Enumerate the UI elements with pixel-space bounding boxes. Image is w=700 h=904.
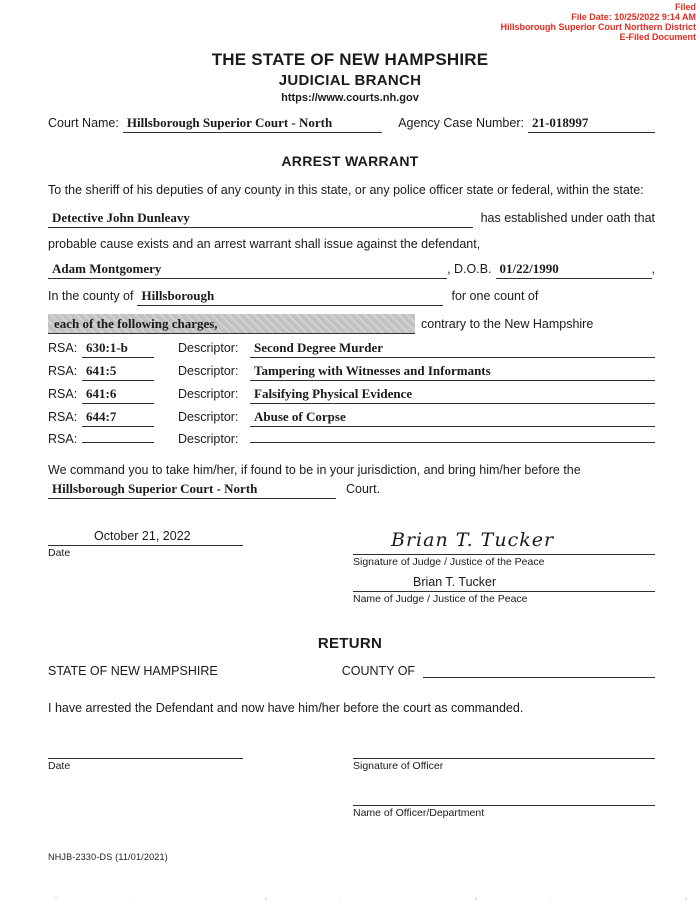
stamp-line-court: Hillsborough Superior Court Northern District [500, 22, 696, 32]
warrant-date-value: October 21, 2022 [48, 529, 243, 546]
form-number: NHJB-2330-DS (11/01/2021) [48, 852, 168, 862]
descriptor-value: Tampering with Witnesses and Informants [250, 363, 655, 381]
command-text: We command you to take him/her, if found to be in your jurisdiction, and bring him/her before the [48, 463, 581, 477]
return-heading: RETURN [317, 635, 383, 652]
charge-row [48, 363, 655, 381]
county-suffix-text: for one count of [451, 289, 539, 303]
descriptor-label: Descriptor: [178, 410, 239, 424]
affiant-suffix-text: has established under oath that [480, 211, 655, 225]
charge-row [48, 409, 655, 427]
county-of-blank-line [423, 664, 655, 678]
rsa-value: 641:5 [82, 363, 154, 381]
dob-trailing-comma: , [651, 262, 655, 276]
affiant-name-value: Detective John Dunleavy [48, 210, 473, 228]
descriptor-label: Descriptor: [178, 341, 239, 355]
judge-column [353, 529, 655, 605]
date-label: Date [48, 547, 71, 559]
charges-list [48, 340, 655, 450]
command-court-row [48, 481, 655, 499]
efile-stamp [500, 2, 696, 42]
judge-signature-block [48, 529, 655, 605]
warrant-heading: ARREST WARRANT [281, 153, 419, 169]
branch-title: JUDICIAL BRANCH [278, 72, 422, 89]
judge-signature-label: Signature of Judge / Justice of the Peace [353, 556, 545, 568]
officer-name-label: Name of Officer/Department [353, 807, 485, 819]
rsa-label: RSA: [48, 387, 78, 401]
rsa-value: 641:6 [82, 386, 154, 404]
court-info-row [48, 115, 655, 133]
state-county-row [48, 664, 655, 678]
county-value: Hillsborough [137, 288, 443, 306]
descriptor-value-blank [250, 441, 655, 443]
state-label: STATE OF NEW HAMPSHIRE [48, 664, 218, 678]
dob-label: , D.O.B. [447, 262, 492, 276]
rsa-label: RSA: [48, 364, 78, 378]
state-title: THE STATE OF NEW HAMPSHIRE [211, 50, 489, 69]
judge-signature-handwriting: Brian T. Tucker [353, 529, 655, 555]
officer-signature-blank-line [353, 745, 655, 759]
officer-date-label: Date [48, 760, 71, 772]
officer-signature-label: Signature of Officer [353, 760, 444, 772]
descriptor-value: Falsifying Physical Evidence [250, 386, 655, 404]
rsa-label: RSA: [48, 432, 78, 446]
county-prefix-text: In the county of [48, 289, 134, 303]
affiant-row [48, 210, 655, 228]
rsa-value-blank [82, 441, 154, 443]
case-number-label: Agency Case Number: [398, 116, 524, 130]
probable-cause-text: probable cause exists and an arrest warrant shall issue against the defendant, [48, 237, 481, 251]
rsa-label: RSA: [48, 341, 78, 355]
descriptor-label: Descriptor: [178, 364, 239, 378]
date-column [48, 529, 243, 605]
descriptor-value: Second Degree Murder [250, 340, 655, 358]
officer-date-column [48, 745, 243, 819]
judge-printed-name: Brian T. Tucker [353, 575, 655, 592]
county-of-label: COUNTY OF [341, 664, 416, 678]
stamp-line-efiled: E-Filed Document [619, 32, 696, 42]
officer-sign-column [353, 745, 655, 819]
command-suffix-text: Court. [346, 482, 381, 496]
rsa-value: 630:1-b [82, 340, 154, 358]
command-court-value: Hillsborough Superior Court - North [48, 481, 336, 499]
court-name-label: Court Name: [48, 116, 119, 130]
case-number-value: 21-018997 [528, 115, 655, 133]
rsa-label: RSA: [48, 410, 78, 424]
arrest-statement: I have arrested the Defendant and now have him/her before the court as commanded. [48, 701, 524, 715]
court-website: https://www.courts.nh.gov [281, 92, 419, 104]
dob-value: 01/22/1990 [496, 261, 652, 279]
defendant-row [48, 261, 655, 279]
charge-row [48, 340, 655, 358]
officer-signature-block [48, 745, 655, 819]
charges-highlight-text: each of the following charges, [48, 314, 415, 334]
officer-date-blank-line [48, 745, 243, 759]
scan-artifacts [0, 897, 700, 900]
court-name-value: Hillsborough Superior Court - North [123, 115, 382, 133]
descriptor-label: Descriptor: [178, 387, 239, 401]
judge-name-label: Name of Judge / Justice of the Peace [353, 593, 528, 605]
charge-row-blank [48, 432, 655, 450]
stamp-line-file-date: File Date: 10/25/2022 9:14 AM [571, 12, 696, 22]
defendant-name-value: Adam Montgomery [48, 261, 447, 279]
charges-suffix-text: contrary to the New Hampshire [421, 317, 594, 331]
charge-row [48, 386, 655, 404]
stamp-line-filed: Filed [674, 2, 696, 12]
intro-paragraph: To the sheriff of his deputies of any county in this state, or any police officer state or federal, within the state: [48, 183, 644, 197]
officer-name-blank-line [353, 792, 655, 806]
rsa-value: 644:7 [82, 409, 154, 427]
descriptor-label: Descriptor: [178, 432, 239, 446]
charges-phrase-row [48, 314, 655, 334]
county-row [48, 288, 655, 306]
descriptor-value: Abuse of Corpse [250, 409, 655, 427]
